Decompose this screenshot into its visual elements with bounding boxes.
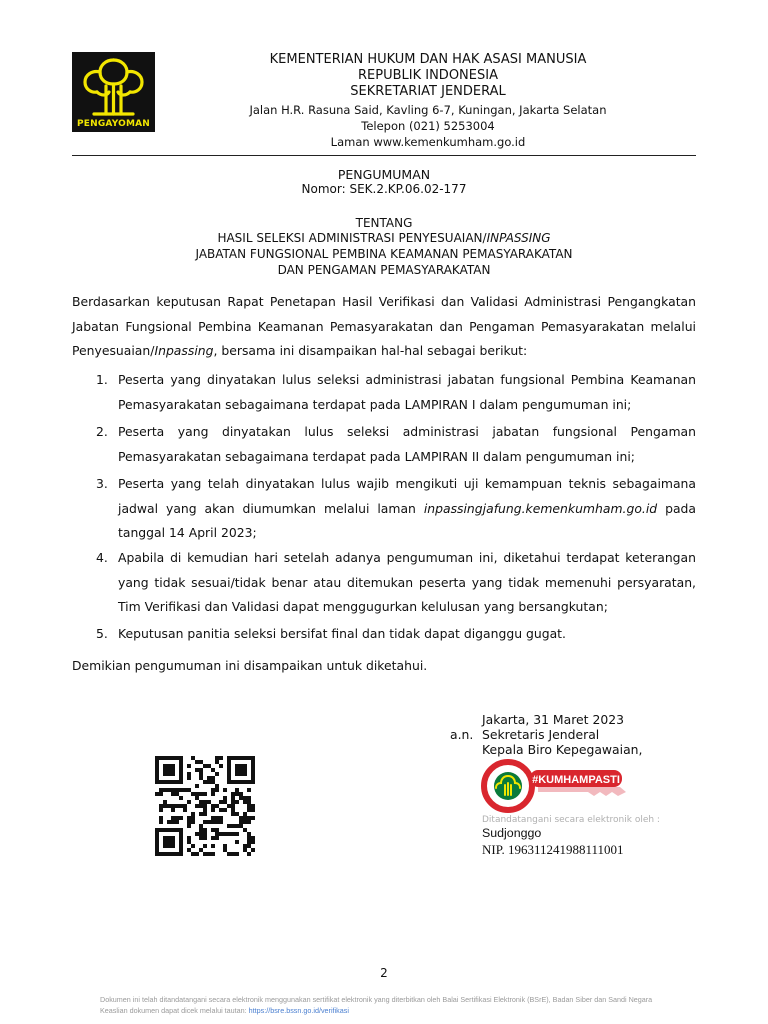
address: Jalan H.R. Rasuna Said, Kavling 6-7, Kuningan, Jakarta Selatan	[249, 103, 607, 117]
verification-link[interactable]: https://bsre.bssn.go.id/verifikasi	[248, 1006, 349, 1015]
kumhampasti-badge	[480, 758, 660, 818]
subject-line-1-text: HASIL SELEKSI ADMINISTRASI PENYESUAIAN/	[217, 231, 487, 245]
list-item-number: 5.	[96, 626, 108, 641]
intro-line-1: Berdasarkan keputusan Rapat Penetapan Hasil Verifikasi dan Validasi Administrasi Pengangkatan	[72, 294, 696, 309]
list-item	[72, 420, 696, 469]
intro-line-2: Jabatan Fungsional Pembina Keamanan Pemasyarakatan dan Pengaman Pemasyarakatan melalui	[72, 318, 696, 334]
intro-line-3	[72, 339, 696, 364]
signer-name: Sudjonggo	[482, 826, 542, 840]
list-item-text: Keputusan panitia seleksi bersifat final dan tidak dapat diganggu gugat.	[118, 626, 566, 641]
list-item-text-after: pada tanggal 14 April 2023;	[118, 500, 696, 540]
footer-line-1: Dokumen ini telah ditandatangani secara elektronik menggunakan sertifikat elektronik yang diterbitkan oleh Balai Sertifikasi Elektronik (BSrE), Badan Siber dan Sandi Negara	[100, 995, 653, 1004]
list-item-number: 4.	[96, 550, 108, 565]
list-item-number: 1.	[96, 372, 108, 387]
kumhampasti-key-icon	[480, 758, 660, 814]
list-item	[72, 368, 696, 417]
list-item	[72, 472, 696, 546]
document-heading: PENGUMUMAN	[337, 167, 431, 182]
phone: Telepon (021) 5253004	[361, 119, 495, 133]
footer-note	[100, 994, 720, 1016]
footer-line-2	[100, 1005, 720, 1016]
header-divider	[72, 155, 696, 156]
document-number: Nomor: SEK.2.KP.06.02-177	[301, 182, 467, 196]
an-label: a.n.	[450, 727, 474, 742]
intro-line-3-suffix: , bersama ini disampaikan hal-hal sebagai berikut:	[213, 343, 528, 358]
ministry-name: KEMENTERIAN HUKUM DAN HAK ASASI MANUSIA	[269, 52, 587, 67]
badge-text: #KUMHAMPASTI	[532, 774, 620, 786]
signer-role-2: Kepala Biro Kepegawaian,	[482, 742, 643, 757]
letterhead	[170, 52, 686, 150]
list-item-number: 3.	[96, 476, 108, 491]
logo-text: PENGAYOMAN	[76, 119, 151, 129]
intro-line-3-prefix: Penyesuaian/	[72, 343, 155, 358]
list-item-text: Apabila di kemudian hari setelah adanya pengumuman ini, diketahui terdapat keterangan yang tidak sesuai/tidak benar atau ditemukan peserta yang tidak memenuhi persyaratan, Tim Verifikasi dan Validasi dapat menggugurkan kelulusan yang bersangkutan;	[118, 550, 696, 614]
list-item-text-before: Peserta yang telah dinyatakan lulus wajib mengikuti uji kemampuan teknis sebagaimana jadwal yang akan diumumkan melalui laman	[118, 476, 696, 516]
page-number: 2	[380, 966, 388, 980]
subject-line-2: JABATAN FUNGSIONAL PEMBINA KEAMANAN PEMASYARAKATAN	[195, 247, 573, 261]
list-item-text	[118, 472, 696, 546]
qr-code	[152, 755, 258, 861]
qr-code-icon	[152, 755, 258, 857]
list-item-number: 2.	[96, 424, 108, 439]
about-label: TENTANG	[355, 216, 413, 230]
list-item-text: Peserta yang dinyatakan lulus seleksi administrasi jabatan fungsional Pembina Keamanan Pemasyarakatan sebagaimana terdapat pada LAMPIRAN I dalam pengumuman ini;	[118, 372, 696, 412]
footer-line-2-prefix: Keaslian dokumen dapat dicek melalui tautan:	[100, 1006, 249, 1015]
place-date: Jakarta, 31 Maret 2023	[482, 712, 624, 727]
e-sign-note: Ditandatangani secara elektronik oleh :	[482, 815, 660, 825]
subject-line-1	[72, 231, 696, 245]
intro-paragraph	[72, 290, 696, 364]
closing-sentence: Demikian pengumuman ini disampaikan untuk diketahui.	[72, 658, 428, 673]
list-item	[72, 622, 696, 647]
subject-line-1-italic: INPASSING	[486, 231, 551, 245]
signer-nip: NIP. 196311241988111001	[482, 842, 624, 857]
list-item-text: Peserta yang dinyatakan lulus seleksi administrasi jabatan fungsional Pengaman Pemasyarakatan sebagaimana terdapat pada LAMPIRAN II dalam pengumuman ini;	[118, 424, 696, 464]
signer-role-1: Sekretaris Jenderal	[482, 727, 600, 742]
secretariat-name: SEKRETARIAT JENDERAL	[350, 84, 506, 99]
subject-line-3: DAN PENGAMAN PEMASYARAKATAN	[277, 263, 491, 277]
registration-link[interactable]: inpassingjafung.kemenkumham.go.id	[423, 500, 658, 516]
website: Laman www.kemenkumham.go.id	[330, 135, 526, 149]
pengayoman-tree-icon	[72, 52, 155, 122]
pengayoman-logo	[72, 52, 155, 132]
country-name: REPUBLIK INDONESIA	[358, 68, 498, 83]
list-item	[72, 546, 696, 620]
intro-line-3-italic: Inpassing	[154, 343, 214, 358]
